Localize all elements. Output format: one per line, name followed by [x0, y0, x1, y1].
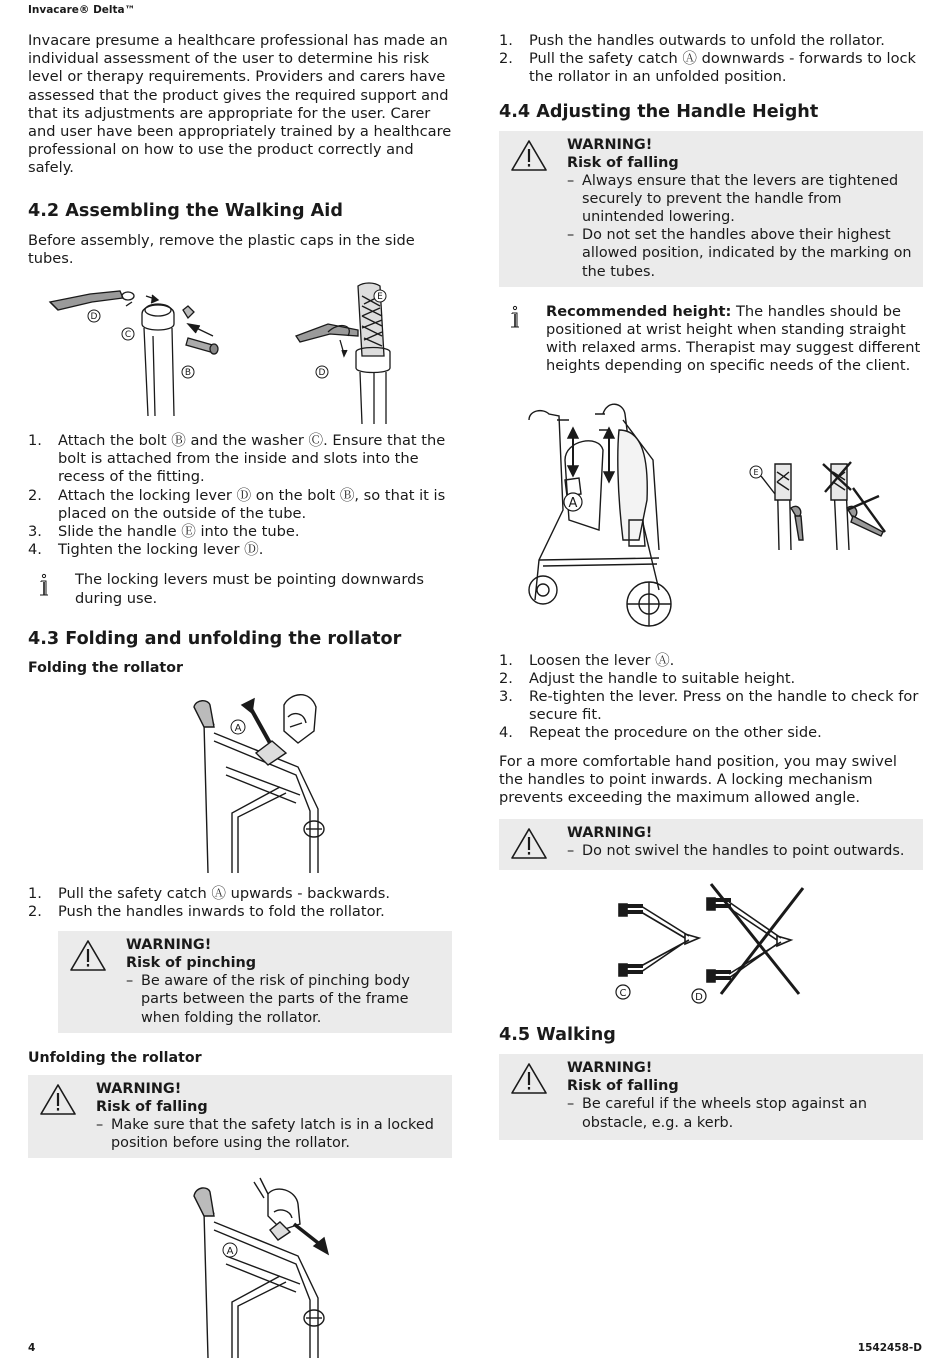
warning-subtitle: Risk of falling [567, 1078, 679, 1095]
assembly-figure [28, 276, 452, 424]
section-4-5-heading: 4.5 Walking [499, 1025, 616, 1046]
warning-item: – Do not swivel the handles to point outwards. [567, 842, 913, 860]
list-item: 4. Tighten the locking lever Ⓓ. [28, 541, 264, 559]
section-4-3-heading: 4.3 Folding and unfolding the rollator [28, 628, 402, 649]
unfolding-steps [499, 32, 923, 87]
list-item: 4. Repeat the procedure on the other side. [499, 724, 822, 742]
page-number: 4 [28, 1342, 36, 1354]
fig-label-e: E [753, 467, 759, 477]
note-bold-label: Recommended height: [546, 302, 732, 320]
fig-label-d: D [90, 312, 98, 323]
fig-label-d: D [695, 992, 703, 1004]
assembly-steps [28, 432, 452, 559]
warning-triangle-icon [511, 827, 547, 861]
info-icon [38, 573, 50, 597]
section-4-2-heading: 4.2 Assembling the Walking Aid [28, 200, 343, 221]
warning-title: WARNING! [96, 1080, 182, 1097]
handle-height-figure [499, 390, 923, 640]
swivel-warning-box [499, 819, 923, 870]
warning-title: WARNING! [567, 136, 653, 153]
folding-steps [28, 885, 452, 921]
list-item: 1. Pull the safety catch Ⓐ upwards - backwards. [28, 884, 390, 902]
walking-warning-box [499, 1054, 923, 1139]
list-item: 2. Attach the locking lever Ⓓ on the bolt Ⓑ, so that it is placed on the outside of the tube. [28, 486, 446, 522]
warning-triangle-icon [70, 939, 106, 973]
left-column [28, 32, 452, 1358]
list-item: 2. Push the handles inwards to fold the rollator. [28, 903, 385, 921]
list-item: 1. Push the handles outwards to unfold the rollator. [499, 32, 885, 49]
warning-triangle-icon [511, 1062, 547, 1096]
info-icon [509, 305, 521, 329]
swivel-figure [499, 876, 923, 1006]
fig-label-a: A [234, 722, 242, 734]
pinching-warning-box [58, 931, 452, 1033]
warning-item: – Do not set the handles above their highest allowed position, indicated by the marking on the tubes. [567, 226, 913, 281]
section-4-4-heading: 4.4 Adjusting the Handle Height [499, 101, 819, 122]
warning-subtitle: Risk of falling [567, 154, 679, 171]
list-item: 3. Re-tighten the lever. Press on the handle to check for secure fit. [499, 688, 919, 724]
list-item: 2. Adjust the handle to suitable height. [499, 669, 796, 687]
warning-item: – Be careful if the wheels stop against an obstacle, e.g. a kerb. [567, 1095, 913, 1131]
before-assembly-text: Before assembly, remove the plastic caps in the side tubes. [28, 231, 415, 267]
locking-lever-note: The locking levers must be pointing downwards during use. [28, 571, 452, 607]
fig-label-d2: D [318, 368, 326, 379]
fig-label-e: E [377, 292, 383, 303]
list-item: 1. Attach the bolt Ⓑ and the washer Ⓒ. Ensure that the bolt is attached from the inside and slots into the recess of the fitting. [28, 432, 446, 486]
list-item: 1. Loosen the lever Ⓐ. [499, 651, 675, 669]
recommended-height-note: Recommended height: The handles should be positioned at wrist height when standing straight with relaxed arms. Therapist may suggest different heights depending on specific needs of the client. [499, 303, 923, 376]
falling-warning-box [28, 1075, 452, 1158]
fig-label-c: C [124, 330, 132, 341]
folding-subheading: Folding the rollator [28, 659, 183, 676]
fig-label-a: A [226, 1246, 234, 1258]
fig-label-b: B [184, 368, 192, 379]
intro-paragraph: Invacare presume a healthcare professional has made an individual assessment of the user to determine his risk level or therapy requirements. Providers and carers have assessed that the product gives the required support and that its adjustments are appropriate for the user. Carer and user have been appropriately trained by a healthcare professional on how to use the product correctly and safely. [28, 32, 452, 177]
warning-title: WARNING! [567, 1060, 653, 1077]
warning-subtitle: Risk of pinching [126, 955, 257, 972]
fig-label-c: C [619, 988, 627, 1000]
warning-title: WARNING! [126, 937, 212, 954]
warning-item: – Always ensure that the levers are tightened securely to prevent the handle from unintended lowering. [567, 172, 913, 227]
warning-subtitle: Risk of falling [96, 1098, 208, 1115]
handle-height-steps [499, 652, 923, 743]
warning-title: WARNING! [567, 825, 653, 842]
warning-triangle-icon [40, 1083, 76, 1117]
folding-figure [28, 683, 452, 875]
list-item: 2. Pull the safety catch Ⓐ downwards - forwards to lock the rollator in an unfolded position. [499, 50, 916, 86]
right-column [499, 32, 923, 1140]
warning-item: – Be aware of the risk of pinching body parts between the parts of the frame when folding the rollator. [126, 972, 442, 1027]
swivel-paragraph: For a more comfortable hand position, you may swivel the handles to point inwards. A locking mechanism prevents exceeding the maximum allowed angle. [499, 752, 897, 807]
list-item: 3. Slide the handle Ⓔ into the tube. [28, 523, 300, 541]
fig-label-a: A [568, 495, 578, 511]
unfolding-subheading: Unfolding the rollator [28, 1049, 202, 1066]
document-code: 1542458-D [857, 1342, 922, 1354]
unfolding-figure [28, 1168, 452, 1358]
warning-item: – Make sure that the safety latch is in a locked position before using the rollator. [96, 1116, 442, 1152]
handle-warning-box [499, 131, 923, 287]
warning-triangle-icon [511, 139, 547, 173]
page-header: Invacare® Delta™ [28, 4, 136, 16]
